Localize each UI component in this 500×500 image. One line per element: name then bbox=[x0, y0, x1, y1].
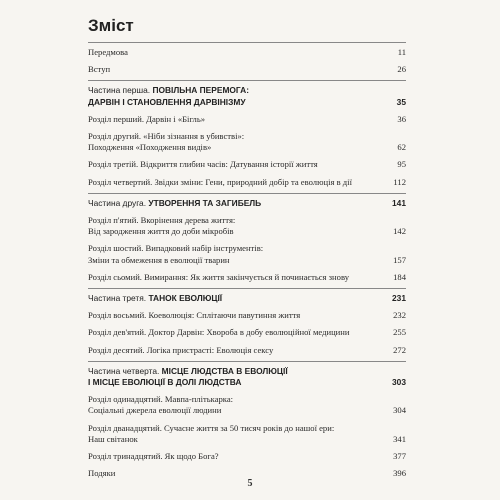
toc-entry bbox=[88, 159, 406, 170]
toc-page-number: 396 bbox=[393, 468, 406, 479]
toc-section bbox=[88, 81, 406, 192]
toc-entry bbox=[88, 131, 406, 153]
toc-page-number: 303 bbox=[392, 377, 406, 388]
toc-section bbox=[88, 43, 406, 80]
toc-entry-text: Зміни та обмеження в еволюції тварин bbox=[88, 254, 230, 265]
toc-part-title: МІСЦЕ ЛЮДСТВА В ЕВОЛЮЦІЇ bbox=[161, 365, 288, 376]
toc-part-label: Частина четверта. bbox=[88, 365, 162, 376]
toc-entry-text: ДАРВІН І СТАНОВЛЕННЯ ДАРВІНІЗМУ bbox=[88, 96, 246, 107]
toc-entry bbox=[88, 47, 406, 58]
toc-part-label: Частина третя. bbox=[88, 293, 149, 304]
toc-entry bbox=[88, 345, 406, 356]
toc-part-title: УТВОРЕННЯ ТА ЗАГИБЕЛЬ bbox=[148, 197, 262, 208]
toc-entry-text: Наш світанок bbox=[88, 433, 138, 444]
toc-entry-text: Розділ десятий. Логіка пристрасті: Еволюція сексу bbox=[88, 344, 274, 355]
toc-page-number: 184 bbox=[393, 271, 406, 282]
toc-section bbox=[88, 289, 406, 361]
toc-entry bbox=[88, 243, 406, 265]
toc-page-number: 341 bbox=[393, 433, 406, 444]
toc-page-number: 95 bbox=[397, 159, 406, 170]
toc-page-number: 232 bbox=[393, 310, 406, 321]
toc-page-number: 11 bbox=[397, 47, 406, 57]
toc-page-number: 36 bbox=[397, 113, 406, 124]
toc-entry-text: Розділ шостий. Випадковий набір інструментів: bbox=[88, 243, 264, 254]
toc-entry-text: Розділ четвертий. Звідки зміни: Гени, природний добір та еволюція в дії bbox=[88, 176, 352, 187]
toc-entry bbox=[88, 423, 406, 445]
toc-entry-text bbox=[88, 366, 406, 377]
toc-entry-text: Розділ тринадцятий. Як щодо Бога? bbox=[88, 451, 219, 462]
toc-page-number: 231 bbox=[392, 293, 406, 304]
toc-entry-text: Передмова bbox=[88, 47, 128, 57]
toc-part-heading bbox=[88, 198, 406, 209]
toc-entry bbox=[88, 310, 406, 321]
toc-part-title: ПОВІЛЬНА ПЕРЕМОГА: bbox=[152, 85, 249, 96]
page-title: Зміст bbox=[88, 16, 134, 35]
toc-page-number: 35 bbox=[396, 96, 406, 107]
toc-entry-text: Подяки bbox=[88, 468, 116, 479]
toc-entry-text bbox=[88, 293, 406, 304]
toc-section bbox=[88, 362, 406, 485]
toc-entry-text: Розділ дванадцятий. Сучасне життя за 50 тисяч років до нашої ери: bbox=[88, 422, 335, 433]
toc-entry-text bbox=[88, 198, 406, 209]
toc-entry-text: Походження «Походження видів» bbox=[88, 142, 212, 153]
toc-entry-text: Розділ дев'ятий. Доктор Дарвін: Хвороба в добу еволюційної медицини bbox=[88, 327, 350, 338]
toc-entry-text: Розділ перший. Дарвін і «Бігль» bbox=[88, 113, 206, 124]
toc-entry-text: Розділ сьомий. Вимирання: Як життя закінчується й починається знову bbox=[88, 271, 350, 282]
toc-entry bbox=[88, 451, 406, 462]
toc-entry-text: Розділ другий. «Ніби зізнання в убивстві»: bbox=[88, 131, 245, 142]
toc-entry-text: Соціальні джерела еволюції людини bbox=[88, 405, 222, 416]
toc-entry bbox=[88, 394, 406, 416]
toc-entry-text: Розділ п'ятий. Вкорінення дерева життя: bbox=[88, 215, 236, 226]
toc-part-title: ТАНОК ЕВОЛЮЦІЇ bbox=[148, 293, 223, 304]
toc-page-number: 142 bbox=[393, 226, 406, 237]
toc-page-number: 377 bbox=[393, 451, 406, 462]
toc-entry-text: Від зародження життя до доби мікробів bbox=[88, 226, 234, 237]
toc-entry-text bbox=[88, 85, 406, 96]
toc-part-heading bbox=[88, 293, 406, 304]
toc-entry bbox=[88, 327, 406, 338]
toc-entry-text: Розділ восьмий. Коеволюція: Сплітаючи павутиння життя bbox=[88, 310, 301, 321]
toc-part-label: Частина друга. bbox=[88, 197, 149, 208]
toc-part-heading bbox=[88, 366, 406, 388]
toc-entry bbox=[88, 272, 406, 283]
toc-entry-text: Розділ третій. Відкриття глибин часів: Датування історії життя bbox=[88, 159, 318, 170]
toc-page-number: 141 bbox=[392, 197, 406, 208]
page-number: 5 bbox=[247, 478, 253, 489]
toc-part-heading bbox=[88, 85, 406, 107]
toc-part-label: Частина перша. bbox=[88, 85, 153, 96]
toc-entry bbox=[88, 64, 406, 75]
toc-entry bbox=[88, 114, 406, 125]
table-of-contents bbox=[88, 42, 406, 484]
toc-entry-text: Вступ bbox=[88, 64, 111, 75]
toc-page-number: 255 bbox=[393, 327, 406, 338]
toc-page-number: 272 bbox=[393, 344, 406, 355]
toc-page-number: 112 bbox=[393, 176, 406, 187]
toc-page-number: 26 bbox=[397, 64, 406, 75]
toc-page-number: 304 bbox=[393, 405, 406, 416]
toc-entry bbox=[88, 177, 406, 188]
toc-entry-text: Розділ одинадцятий. Мавпа-плітькарка: bbox=[88, 394, 234, 405]
toc-entry-text: І МІСЦЕ ЕВОЛЮЦІЇ В ДОЛІ ЛЮДСТВА bbox=[88, 377, 242, 388]
toc-page-number: 62 bbox=[397, 142, 406, 153]
toc-page-number: 157 bbox=[393, 254, 406, 265]
toc-entry bbox=[88, 215, 406, 237]
toc-section bbox=[88, 194, 406, 288]
